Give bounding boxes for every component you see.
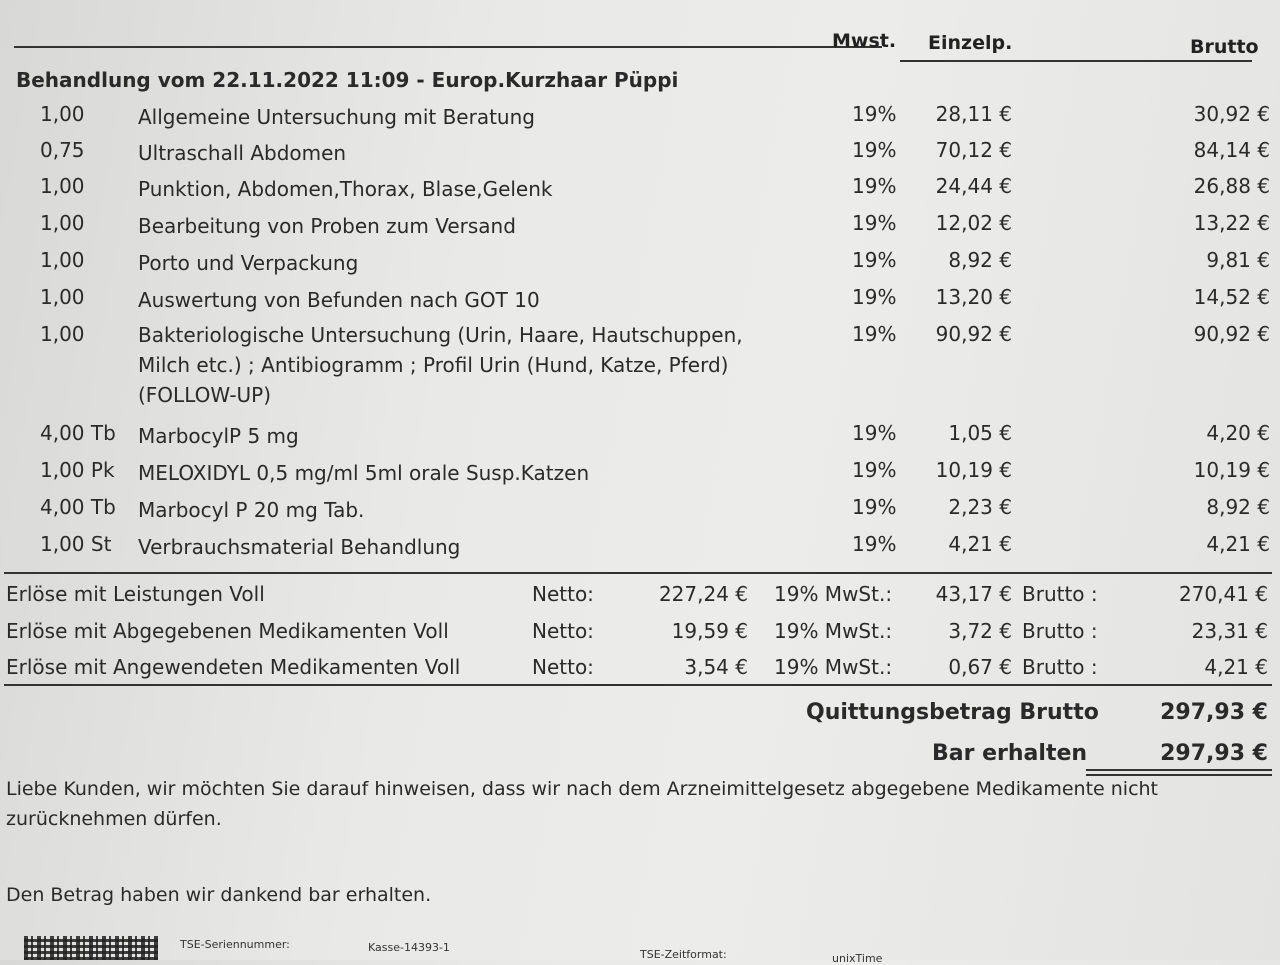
- item-qty: 1,00: [40, 322, 85, 346]
- treatment-title: Behandlung vom 22.11.2022 11:09 - Europ.Kurzhaar Püppi: [16, 68, 679, 92]
- line-item: [0, 421, 1280, 457]
- line-item: [0, 532, 1280, 568]
- item-qty: 1,00: [40, 285, 85, 309]
- items-bottom-rule: [4, 572, 1272, 574]
- item-gross: 13,22 €: [1193, 211, 1270, 235]
- item-gross: 4,20 €: [1206, 421, 1270, 445]
- column-header-gross: Brutto: [1190, 36, 1259, 58]
- summary-vat-value: 3,72 €: [948, 619, 1012, 643]
- item-description: Auswertung von Befunden nach GOT 10: [138, 288, 540, 312]
- summary-vat-label: 19% MwSt.:: [774, 582, 893, 606]
- cash-received-value: 297,93 €: [1160, 741, 1268, 766]
- summary-row: [0, 582, 1280, 618]
- item-qty: 4,00 Tb: [40, 495, 116, 519]
- summary-gross-label: Brutto :: [1022, 582, 1098, 606]
- item-description: Allgemeine Untersuchung mit Beratung: [138, 105, 535, 129]
- summary-gross-value: 23,31 €: [1191, 619, 1268, 643]
- item-qty: 1,00: [40, 174, 85, 198]
- item-qty: 1,00: [40, 211, 85, 235]
- item-gross: 4,21 €: [1206, 532, 1270, 556]
- item-description: Punktion, Abdomen,Thorax, Blase,Gelenk: [138, 177, 553, 201]
- total-double-rule-1: [1086, 769, 1272, 771]
- item-unit-price: 28,11 €: [935, 102, 1012, 126]
- item-unit-price: 24,44 €: [935, 174, 1012, 198]
- item-unit-price: 12,02 €: [935, 211, 1012, 235]
- item-vat: 19%: [852, 421, 897, 445]
- item-qty: 1,00: [40, 248, 85, 272]
- line-item: [0, 248, 1280, 284]
- header-top-rule: [14, 46, 882, 48]
- item-unit-price: 4,21 €: [948, 532, 1012, 556]
- item-description: MELOXIDYL 0,5 mg/ml 5ml orale Susp.Katzen: [138, 461, 590, 485]
- item-description: Ultraschall Abdomen: [138, 141, 347, 165]
- return-policy-notice: Liebe Kunden, wir möchten Sie darauf hinweisen, dass wir nach dem Arzneimittelgesetz abgegebene Medikamente nicht zurücknehmen dürfen.: [6, 778, 1159, 830]
- summary-vat-label: 19% MwSt.:: [774, 655, 893, 679]
- summary-label: Erlöse mit Leistungen Voll: [6, 582, 265, 606]
- column-header-unit-price: Einzelp.: [928, 32, 1013, 54]
- item-description: Porto und Verpackung: [138, 251, 359, 275]
- item-description: Verbrauchsmaterial Behandlung: [138, 535, 461, 559]
- item-gross: 14,52 €: [1193, 285, 1270, 309]
- summary-label: Erlöse mit Abgegebenen Medikamenten Voll: [6, 619, 449, 643]
- summary-net-label: Netto:: [532, 619, 594, 643]
- line-item: [0, 285, 1280, 321]
- line-item: [0, 174, 1280, 210]
- item-unit-price: 13,20 €: [935, 285, 1012, 309]
- summary-net-value: 19,59 €: [671, 619, 748, 643]
- item-vat: 19%: [852, 495, 897, 519]
- item-gross: 26,88 €: [1193, 174, 1270, 198]
- line-item: [0, 138, 1280, 174]
- summary-net-value: 227,24 €: [658, 582, 748, 606]
- item-qty: 1,00: [40, 102, 85, 126]
- item-qty: 1,00 St: [40, 532, 112, 556]
- item-vat: 19%: [852, 174, 897, 198]
- item-description: MarbocylP 5 mg: [138, 424, 299, 448]
- item-unit-price: 90,92 €: [935, 322, 1012, 346]
- receipt-total-label: Quittungsbetrag Brutto: [806, 700, 1099, 725]
- receipt-total-value: 297,93 €: [1160, 700, 1268, 725]
- line-item: [0, 211, 1280, 247]
- header-bottom-rule: [900, 60, 1252, 62]
- summary-bottom-rule: [4, 684, 1272, 686]
- item-unit-price: 10,19 €: [935, 458, 1012, 482]
- summary-gross-label: Brutto :: [1022, 619, 1098, 643]
- tse-time-format-label: TSE-Zeitformat:: [640, 948, 727, 961]
- item-qty: 0,75: [40, 138, 85, 162]
- item-gross: 84,14 €: [1193, 138, 1270, 162]
- item-description: Bakteriologische Untersuchung (Urin, Haare, Hautschuppen, Milch etc.) ; Antibiogramm ; Profil Urin (Hund, Katze, Pferd) (FOLLOW-UP): [138, 323, 743, 407]
- item-unit-price: 2,23 €: [948, 495, 1012, 519]
- item-vat: 19%: [852, 248, 897, 272]
- cash-received-label: Bar erhalten: [932, 741, 1088, 766]
- summary-vat-value: 0,67 €: [948, 655, 1012, 679]
- item-unit-price: 70,12 €: [935, 138, 1012, 162]
- item-gross: 10,19 €: [1193, 458, 1270, 482]
- line-item: [0, 495, 1280, 531]
- summary-label: Erlöse mit Angewendeten Medikamenten Voll: [6, 655, 461, 679]
- item-gross: 9,81 €: [1206, 248, 1270, 272]
- summary-vat-value: 43,17 €: [935, 582, 1012, 606]
- time-format-value: unixTime: [832, 952, 883, 965]
- item-unit-price: 1,05 €: [948, 421, 1012, 445]
- tse-serial-label: TSE-Seriennummer:: [180, 938, 290, 951]
- item-vat: 19%: [852, 285, 897, 309]
- summary-net-value: 3,54 €: [684, 655, 748, 679]
- summary-net-label: Netto:: [532, 582, 594, 606]
- item-vat: 19%: [852, 102, 897, 126]
- item-vat: 19%: [852, 138, 897, 162]
- register-id: Kasse-14393-1: [368, 941, 450, 954]
- item-gross: 8,92 €: [1206, 495, 1270, 519]
- line-item: [0, 458, 1280, 494]
- item-gross: 90,92 €: [1193, 322, 1270, 346]
- summary-gross-value: 270,41 €: [1178, 582, 1268, 606]
- item-description: Marbocyl P 20 mg Tab.: [138, 498, 365, 522]
- line-item: [0, 322, 1280, 412]
- line-item: [0, 102, 1280, 138]
- item-vat: 19%: [852, 532, 897, 556]
- item-unit-price: 8,92 €: [948, 248, 1012, 272]
- item-gross: 30,92 €: [1193, 102, 1270, 126]
- payment-thanks: Den Betrag haben wir dankend bar erhalten.: [6, 884, 432, 906]
- item-qty: 1,00 Pk: [40, 458, 115, 482]
- item-vat: 19%: [852, 322, 897, 346]
- item-qty: 4,00 Tb: [40, 421, 116, 445]
- item-vat: 19%: [852, 458, 897, 482]
- summary-row: [0, 619, 1280, 655]
- summary-net-label: Netto:: [532, 655, 594, 679]
- item-vat: 19%: [852, 211, 897, 235]
- item-description: Bearbeitung von Proben zum Versand: [138, 214, 516, 238]
- summary-vat-label: 19% MwSt.:: [774, 619, 893, 643]
- qr-code: [24, 936, 158, 960]
- column-header-vat: Mwst.: [832, 30, 897, 52]
- summary-gross-value: 4,21 €: [1204, 655, 1268, 679]
- summary-gross-label: Brutto :: [1022, 655, 1098, 679]
